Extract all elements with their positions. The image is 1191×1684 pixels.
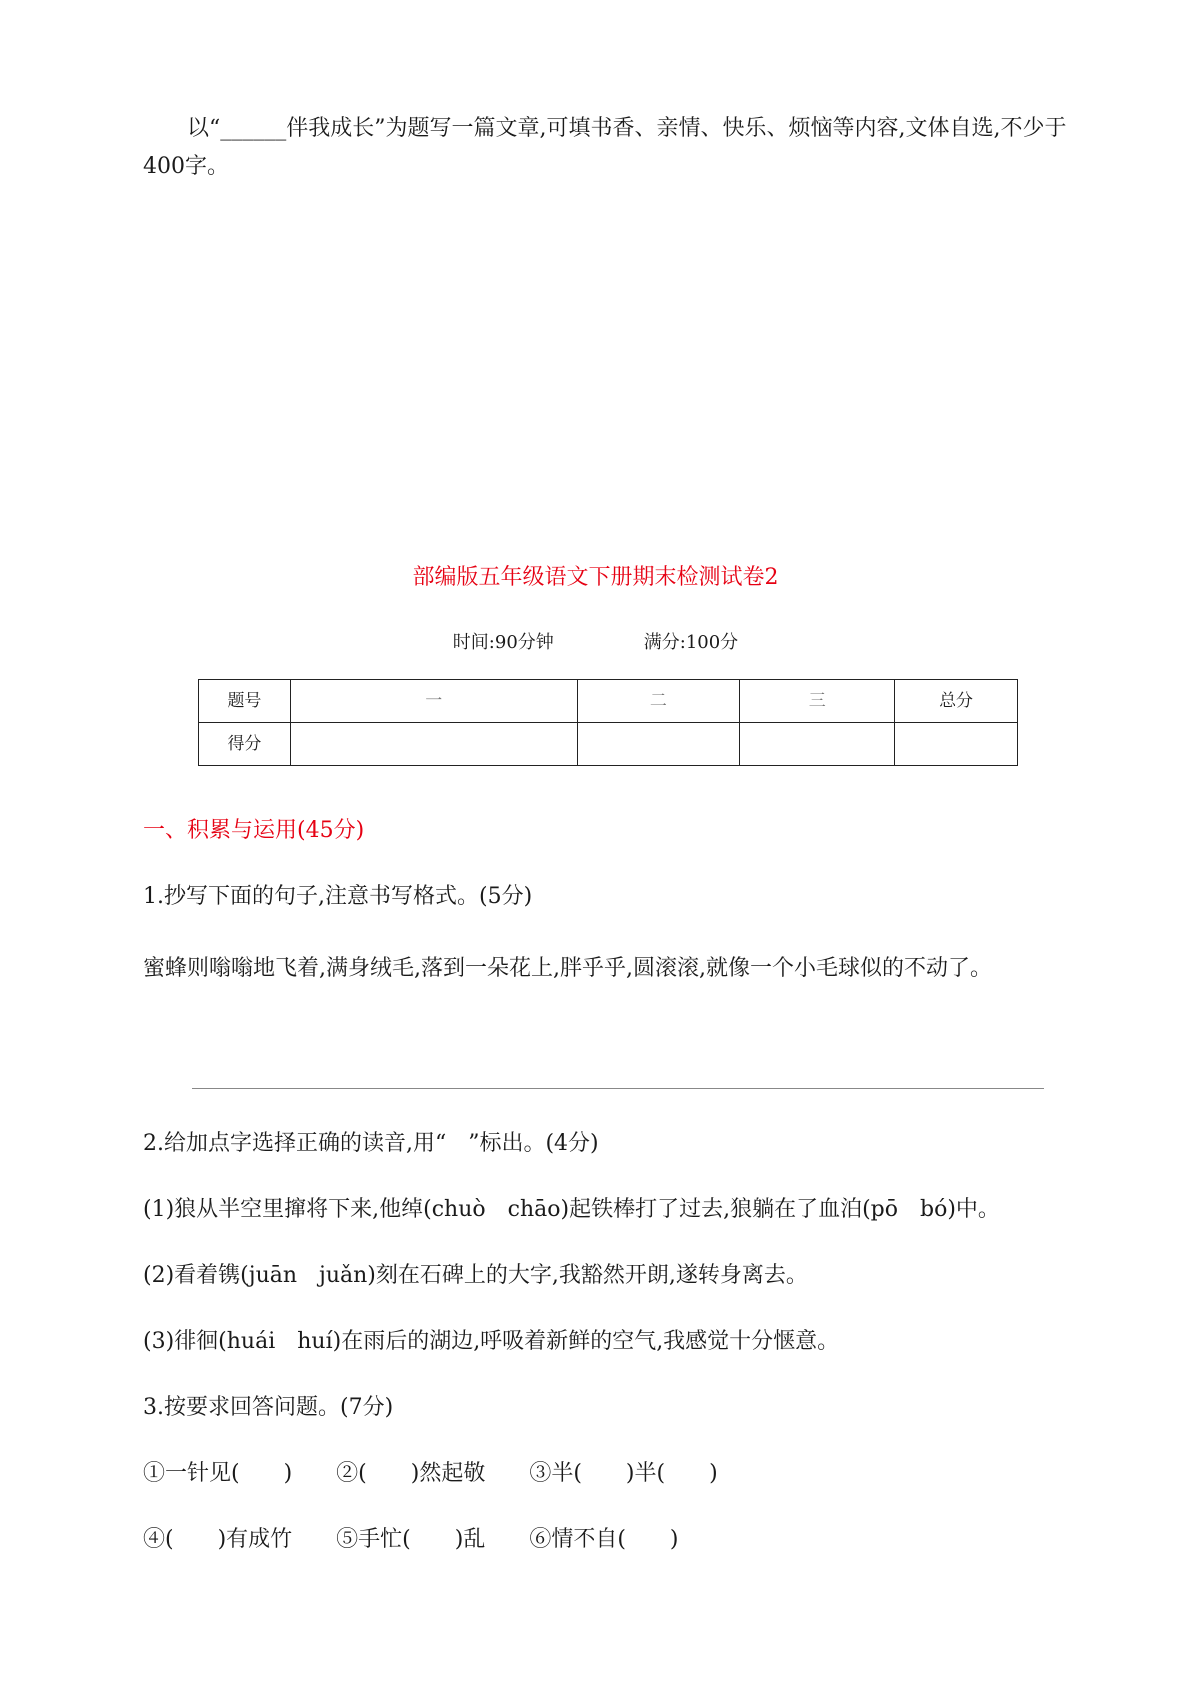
exam-meta (0, 630, 1191, 656)
score-cell-1[interactable] (290, 723, 577, 766)
question-2-prompt: 2.给加点字选择正确的读音,用“ ”标出。(4分) (143, 1131, 599, 1156)
exam-full-score: 满分:100分 (643, 632, 739, 653)
score-header-label: 题号 (199, 680, 291, 723)
essay-prompt: 以“______伴我成长”为题写一篇文章,可填书香、亲情、快乐、烦恼等内容,文体自选,不少于400字。 (143, 116, 1067, 179)
question-2-item-3: (3)徘徊(huái huí)在雨后的湖边,呼吸着新鲜的空气,我感觉十分惬意。 (143, 1329, 840, 1354)
question-1-prompt: 1.抄写下面的句子,注意书写格式。(5分) (143, 884, 533, 909)
score-cell-2[interactable] (577, 723, 740, 766)
score-header-3: 三 (740, 680, 895, 723)
score-header-2: 二 (577, 680, 740, 723)
score-header-1: 一 (290, 680, 577, 723)
answer-line[interactable] (192, 1088, 1044, 1089)
score-row-label: 得分 (199, 723, 291, 766)
section-heading: 一、积累与运用(45分) (143, 818, 365, 843)
exam-title: 部编版五年级语文下册期末检测试卷2 (412, 565, 779, 590)
question-3-prompt: 3.按要求回答问题。(7分) (143, 1395, 394, 1420)
question-1-sentence: 蜜蜂则嗡嗡地飞着,满身绒毛,落到一朵花上,胖乎乎,圆滚滚,就像一个小毛球似的不动了。 (143, 956, 992, 981)
question-2-item-2: (2)看着镌(juān juǎn)刻在石碑上的大字,我豁然开朗,遂转身离去。 (143, 1263, 808, 1288)
score-cell-total[interactable] (895, 723, 1018, 766)
score-table-header-row (199, 680, 1018, 723)
question-3-row-1: ①一针见( ) ②( )然起敬 ③半( )半( ) (143, 1461, 718, 1486)
score-cell-3[interactable] (740, 723, 895, 766)
score-table-score-row (199, 723, 1018, 766)
question-3-row-2: ④( )有成竹 ⑤手忙( )乱 ⑥情不自( ) (143, 1527, 679, 1552)
score-header-total: 总分 (895, 680, 1018, 723)
score-table (198, 679, 1018, 766)
exam-time: 时间:90分钟 (452, 632, 554, 653)
question-2-item-1: (1)狼从半空里撺将下来,他绰(chuò chāo)起铁棒打了过去,狼躺在了血泊(pō bó)中。 (143, 1197, 1000, 1222)
